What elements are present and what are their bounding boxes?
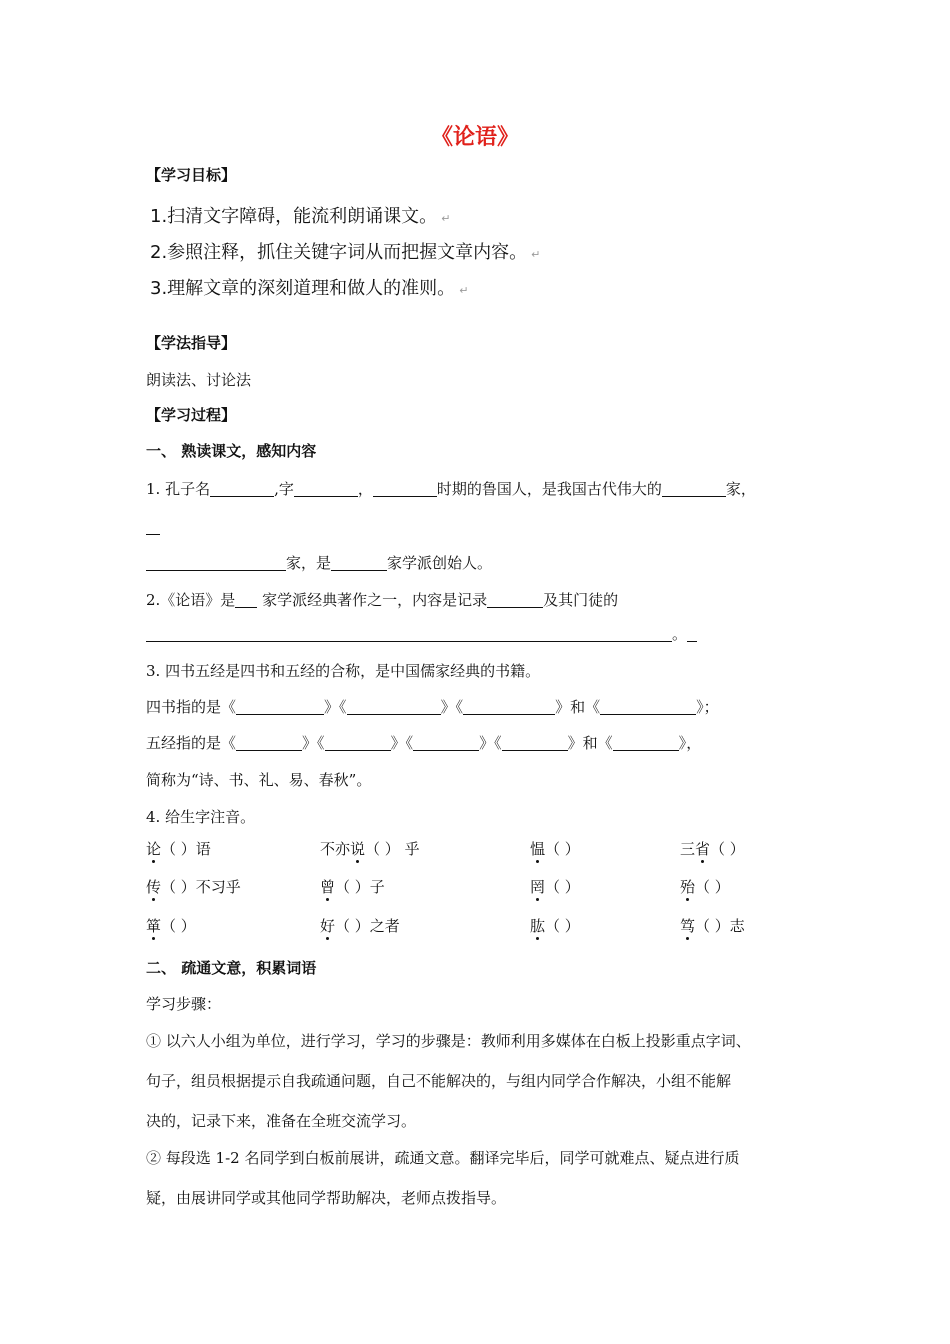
q2-line: 。 [146,623,697,644]
goal-item: 1.扫清文字障碍，能流利朗诵课文。 ↵ [150,206,451,227]
q3-line: 3. 四书五经是四书和五经的合称，是中国儒家经典的书籍。 [146,662,541,680]
section2-title: 二、 疏通文意，积累词语 [146,959,317,977]
dotted-char: 愠 [530,840,546,858]
pinyin-item: 不亦说（ ） 乎 [320,840,420,858]
dotted-char: 好 [320,917,336,935]
dotted-char: 罔 [530,878,546,896]
step1-line: ① 以六人小组为单位，进行学习，学习的步骤是：教师利用多媒体在白板上投影重点字词、 [146,1032,751,1050]
fill-blank[interactable] [146,626,672,642]
q1-line: 1. 孔子名 ,字 ， 时期的鲁国人，是我国古代伟大的 家， [146,480,756,498]
process-heading: 【学习过程】 [146,406,237,424]
fill-blank[interactable] [210,481,274,497]
four-books-line: 四书指的是《 》《 》《 》和《 》； [146,698,719,716]
fill-blank[interactable] [487,592,543,608]
five-classics-line: 五经指的是《 》《 》《 》《 》和《 》， [146,734,702,752]
pinyin-item: 曾（ ）子 [320,878,385,896]
goals-heading: 【学习目标】 [146,166,237,184]
fill-blank[interactable] [687,626,697,642]
paragraph-mark-icon: ↵ [441,212,451,225]
fill-blank[interactable] [331,555,387,571]
pinyin-item: 笃（ ）志 [680,917,745,935]
pinyin-item: 三省（ ） [680,840,745,858]
method-text: 朗读法、讨论法 [146,371,252,389]
q1-line: 家，是 家学派创始人。 [146,552,492,573]
step2-line: ② 每段选 1-2 名同学到白板前展讲，疏通文意。翻译完毕后，同学可就难点、疑点进行质 [146,1149,740,1167]
paragraph-mark-icon: ↵ [459,284,469,297]
pinyin-item: 肱（ ） [530,917,580,935]
fill-blank[interactable] [613,735,679,751]
q4-title: 4. 给生字注音。 [146,808,256,826]
pinyin-item: 箪（ ） [146,917,196,935]
dotted-char: 曾 [320,878,336,896]
fill-blank[interactable] [325,735,391,751]
pinyin-item: 罔（ ） [530,878,580,896]
method-heading: 【学法指导】 [146,334,237,352]
fill-blank[interactable] [236,699,324,715]
step1-line: 句子，组员根据提示自我疏通问题，自己不能解决的，与组内同学合作解决，小组不能解 [146,1072,732,1090]
fill-blank[interactable] [294,481,358,497]
fill-blank[interactable] [146,555,286,571]
steps-label: 学习步骤： [146,995,222,1013]
fill-blank[interactable] [662,481,726,497]
pinyin-item: 殆（ ） [680,878,730,896]
fill-blank[interactable] [502,735,568,751]
fill-blank[interactable] [235,592,257,608]
dotted-char: 论 [146,840,162,858]
fill-blank[interactable] [146,534,160,535]
fill-blank[interactable] [236,735,302,751]
paragraph-mark-icon: ↵ [531,248,541,261]
pinyin-item: 愠（ ） [530,840,580,858]
pinyin-item: 好（ ）之者 [320,917,400,935]
step1-line: 决的，记录下来，准备在全班交流学习。 [146,1112,417,1130]
dotted-char: 殆 [680,878,696,896]
q3-abbrev: 简称为“诗、书、礼、易、春秋”。 [146,771,372,789]
fill-blank[interactable] [463,699,555,715]
fill-blank[interactable] [373,481,437,497]
pinyin-item: 传（ ）不习乎 [146,878,241,896]
fill-blank[interactable] [600,699,696,715]
dotted-char: 说 [350,840,366,858]
q2-line: 2.《论语》是 家学派经典著作之一，内容是记录 及其门徒的 [146,591,619,609]
pinyin-item: 论（ ）语 [146,840,211,858]
goal-item: 2.参照注释，抓住关键字词从而把握文章内容。 ↵ [150,242,541,263]
fill-blank[interactable] [413,735,479,751]
fill-blank[interactable] [347,699,441,715]
goal-item: 3.理解文章的深刻道理和做人的准则。 ↵ [150,278,469,299]
step2-line: 疑，由展讲同学或其他同学帮助解决，老师点拨指导。 [146,1189,507,1207]
dotted-char: 肱 [530,917,546,935]
dotted-char: 省 [695,840,711,858]
dotted-char: 箪 [146,917,162,935]
section1-title: 一、 熟读课文，感知内容 [146,442,317,460]
dotted-char: 传 [146,878,162,896]
dotted-char: 笃 [680,917,696,935]
page-title: 《论语》 [430,124,519,150]
